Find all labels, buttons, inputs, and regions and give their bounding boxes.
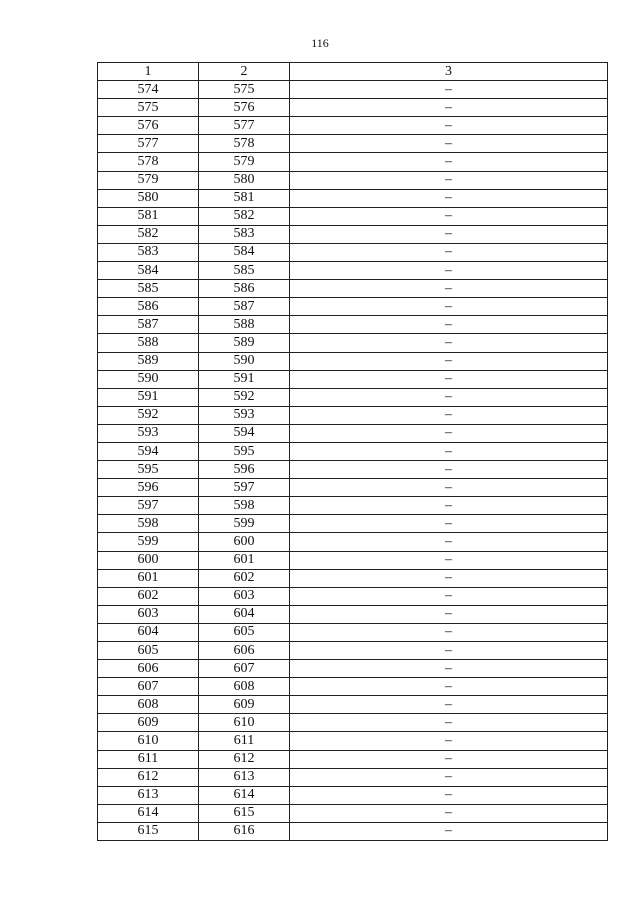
cell-col-2: 587: [199, 298, 290, 316]
cell-col-3: –: [290, 569, 608, 587]
cell-col-1: 604: [98, 623, 199, 641]
cell-col-1: 577: [98, 135, 199, 153]
cell-col-2: 588: [199, 316, 290, 334]
cell-col-1: 584: [98, 262, 199, 280]
cell-col-3: –: [290, 280, 608, 298]
table-row: [98, 822, 608, 840]
table-row: [98, 515, 608, 533]
table-row: [98, 461, 608, 479]
cell-col-1: 592: [98, 406, 199, 424]
cell-col-2: 605: [199, 623, 290, 641]
cell-col-2: 597: [199, 479, 290, 497]
cell-col-2: 598: [199, 497, 290, 515]
cell-col-2: 604: [199, 605, 290, 623]
cell-col-1: 608: [98, 696, 199, 714]
table-row: [98, 678, 608, 696]
table-row: [98, 153, 608, 171]
cell-col-1: 593: [98, 424, 199, 442]
cell-col-1: 600: [98, 551, 199, 569]
cell-col-1: 602: [98, 587, 199, 605]
cell-col-3: –: [290, 497, 608, 515]
table-row: [98, 551, 608, 569]
cell-col-1: 596: [98, 479, 199, 497]
cell-col-1: 612: [98, 768, 199, 786]
table-row: [98, 714, 608, 732]
cell-col-3: –: [290, 352, 608, 370]
cell-col-3: –: [290, 804, 608, 822]
cell-col-3: –: [290, 642, 608, 660]
table-row: [98, 660, 608, 678]
cell-col-3: –: [290, 424, 608, 442]
cell-col-1: 591: [98, 388, 199, 406]
cell-col-2: 616: [199, 822, 290, 840]
table-row: [98, 497, 608, 515]
table-row: [98, 370, 608, 388]
cell-col-2: 592: [199, 388, 290, 406]
cell-col-1: 583: [98, 243, 199, 261]
column-header-1: 1: [98, 63, 199, 81]
cell-col-2: 609: [199, 696, 290, 714]
cell-col-1: 590: [98, 370, 199, 388]
cell-col-1: 611: [98, 750, 199, 768]
cell-col-2: 578: [199, 135, 290, 153]
cell-col-1: 603: [98, 605, 199, 623]
cell-col-2: 579: [199, 153, 290, 171]
cell-col-3: –: [290, 153, 608, 171]
cell-col-2: 600: [199, 533, 290, 551]
table-row: [98, 352, 608, 370]
table-row: [98, 642, 608, 660]
cell-col-3: –: [290, 732, 608, 750]
table-row: [98, 804, 608, 822]
cell-col-1: 578: [98, 153, 199, 171]
cell-col-1: 582: [98, 225, 199, 243]
cell-col-3: –: [290, 822, 608, 840]
page-number: 116: [311, 36, 329, 50]
table-row: [98, 262, 608, 280]
cell-col-3: –: [290, 515, 608, 533]
cell-col-3: –: [290, 587, 608, 605]
cell-col-3: –: [290, 171, 608, 189]
cell-col-2: 596: [199, 461, 290, 479]
cell-col-3: –: [290, 334, 608, 352]
cell-col-3: –: [290, 768, 608, 786]
cell-col-1: 586: [98, 298, 199, 316]
column-header-3: 3: [290, 63, 608, 81]
table-row: [98, 388, 608, 406]
cell-col-2: 601: [199, 551, 290, 569]
cell-col-1: 579: [98, 171, 199, 189]
cell-col-2: 607: [199, 660, 290, 678]
cell-col-3: –: [290, 461, 608, 479]
cell-col-1: 609: [98, 714, 199, 732]
table-row: [98, 135, 608, 153]
cell-col-1: 615: [98, 822, 199, 840]
cell-col-3: –: [290, 660, 608, 678]
cell-col-1: 585: [98, 280, 199, 298]
cell-col-3: –: [290, 388, 608, 406]
table-row: [98, 786, 608, 804]
cell-col-3: –: [290, 135, 608, 153]
table-row: [98, 171, 608, 189]
cell-col-2: 584: [199, 243, 290, 261]
cell-col-2: 603: [199, 587, 290, 605]
table-row: [98, 479, 608, 497]
table-row: [98, 406, 608, 424]
table-row: [98, 99, 608, 117]
cell-col-2: 581: [199, 189, 290, 207]
table-row: [98, 225, 608, 243]
cell-col-3: –: [290, 442, 608, 460]
cell-col-3: –: [290, 81, 608, 99]
table-row: [98, 243, 608, 261]
cell-col-2: 614: [199, 786, 290, 804]
data-table: [97, 62, 608, 841]
cell-col-2: 586: [199, 280, 290, 298]
table-row: [98, 280, 608, 298]
cell-col-3: –: [290, 298, 608, 316]
cell-col-1: 613: [98, 786, 199, 804]
cell-col-3: –: [290, 243, 608, 261]
table-row: [98, 732, 608, 750]
cell-col-1: 601: [98, 569, 199, 587]
cell-col-2: 599: [199, 515, 290, 533]
table-row: [98, 605, 608, 623]
cell-col-3: –: [290, 207, 608, 225]
cell-col-2: 606: [199, 642, 290, 660]
table-row: [98, 750, 608, 768]
cell-col-2: 589: [199, 334, 290, 352]
cell-col-3: –: [290, 678, 608, 696]
cell-col-1: 606: [98, 660, 199, 678]
cell-col-3: –: [290, 225, 608, 243]
cell-col-1: 594: [98, 442, 199, 460]
cell-col-2: 611: [199, 732, 290, 750]
table-row: [98, 189, 608, 207]
table-body: [98, 81, 608, 841]
cell-col-2: 594: [199, 424, 290, 442]
cell-col-3: –: [290, 189, 608, 207]
cell-col-2: 575: [199, 81, 290, 99]
cell-col-1: 575: [98, 99, 199, 117]
cell-col-3: –: [290, 316, 608, 334]
table-row: [98, 117, 608, 135]
table-row: [98, 424, 608, 442]
table-row: [98, 316, 608, 334]
table-row: [98, 696, 608, 714]
cell-col-2: 613: [199, 768, 290, 786]
cell-col-3: –: [290, 370, 608, 388]
table-row: [98, 298, 608, 316]
table-row: [98, 207, 608, 225]
cell-col-1: 588: [98, 334, 199, 352]
cell-col-3: –: [290, 696, 608, 714]
cell-col-2: 590: [199, 352, 290, 370]
cell-col-2: 610: [199, 714, 290, 732]
table-row: [98, 569, 608, 587]
table-row: [98, 533, 608, 551]
cell-col-3: –: [290, 750, 608, 768]
table-row: [98, 442, 608, 460]
cell-col-2: 595: [199, 442, 290, 460]
cell-col-3: –: [290, 551, 608, 569]
cell-col-1: 595: [98, 461, 199, 479]
cell-col-1: 587: [98, 316, 199, 334]
cell-col-3: –: [290, 786, 608, 804]
cell-col-3: –: [290, 406, 608, 424]
column-header-2: 2: [199, 63, 290, 81]
cell-col-2: 612: [199, 750, 290, 768]
cell-col-3: –: [290, 605, 608, 623]
table-row: [98, 623, 608, 641]
cell-col-2: 582: [199, 207, 290, 225]
cell-col-1: 607: [98, 678, 199, 696]
cell-col-2: 593: [199, 406, 290, 424]
cell-col-1: 581: [98, 207, 199, 225]
cell-col-3: –: [290, 623, 608, 641]
cell-col-1: 589: [98, 352, 199, 370]
cell-col-1: 580: [98, 189, 199, 207]
cell-col-1: 614: [98, 804, 199, 822]
cell-col-1: 599: [98, 533, 199, 551]
cell-col-1: 576: [98, 117, 199, 135]
cell-col-3: –: [290, 99, 608, 117]
table-row: [98, 768, 608, 786]
cell-col-3: –: [290, 117, 608, 135]
table-header-row: [98, 63, 608, 81]
cell-col-1: 597: [98, 497, 199, 515]
cell-col-3: –: [290, 714, 608, 732]
table-row: [98, 587, 608, 605]
cell-col-2: 615: [199, 804, 290, 822]
cell-col-3: –: [290, 533, 608, 551]
cell-col-2: 580: [199, 171, 290, 189]
cell-col-3: –: [290, 479, 608, 497]
cell-col-2: 602: [199, 569, 290, 587]
cell-col-1: 598: [98, 515, 199, 533]
table-row: [98, 334, 608, 352]
cell-col-1: 605: [98, 642, 199, 660]
cell-col-2: 577: [199, 117, 290, 135]
cell-col-1: 574: [98, 81, 199, 99]
table-row: [98, 81, 608, 99]
cell-col-2: 583: [199, 225, 290, 243]
cell-col-2: 608: [199, 678, 290, 696]
cell-col-2: 585: [199, 262, 290, 280]
cell-col-3: –: [290, 262, 608, 280]
cell-col-2: 591: [199, 370, 290, 388]
cell-col-1: 610: [98, 732, 199, 750]
cell-col-2: 576: [199, 99, 290, 117]
